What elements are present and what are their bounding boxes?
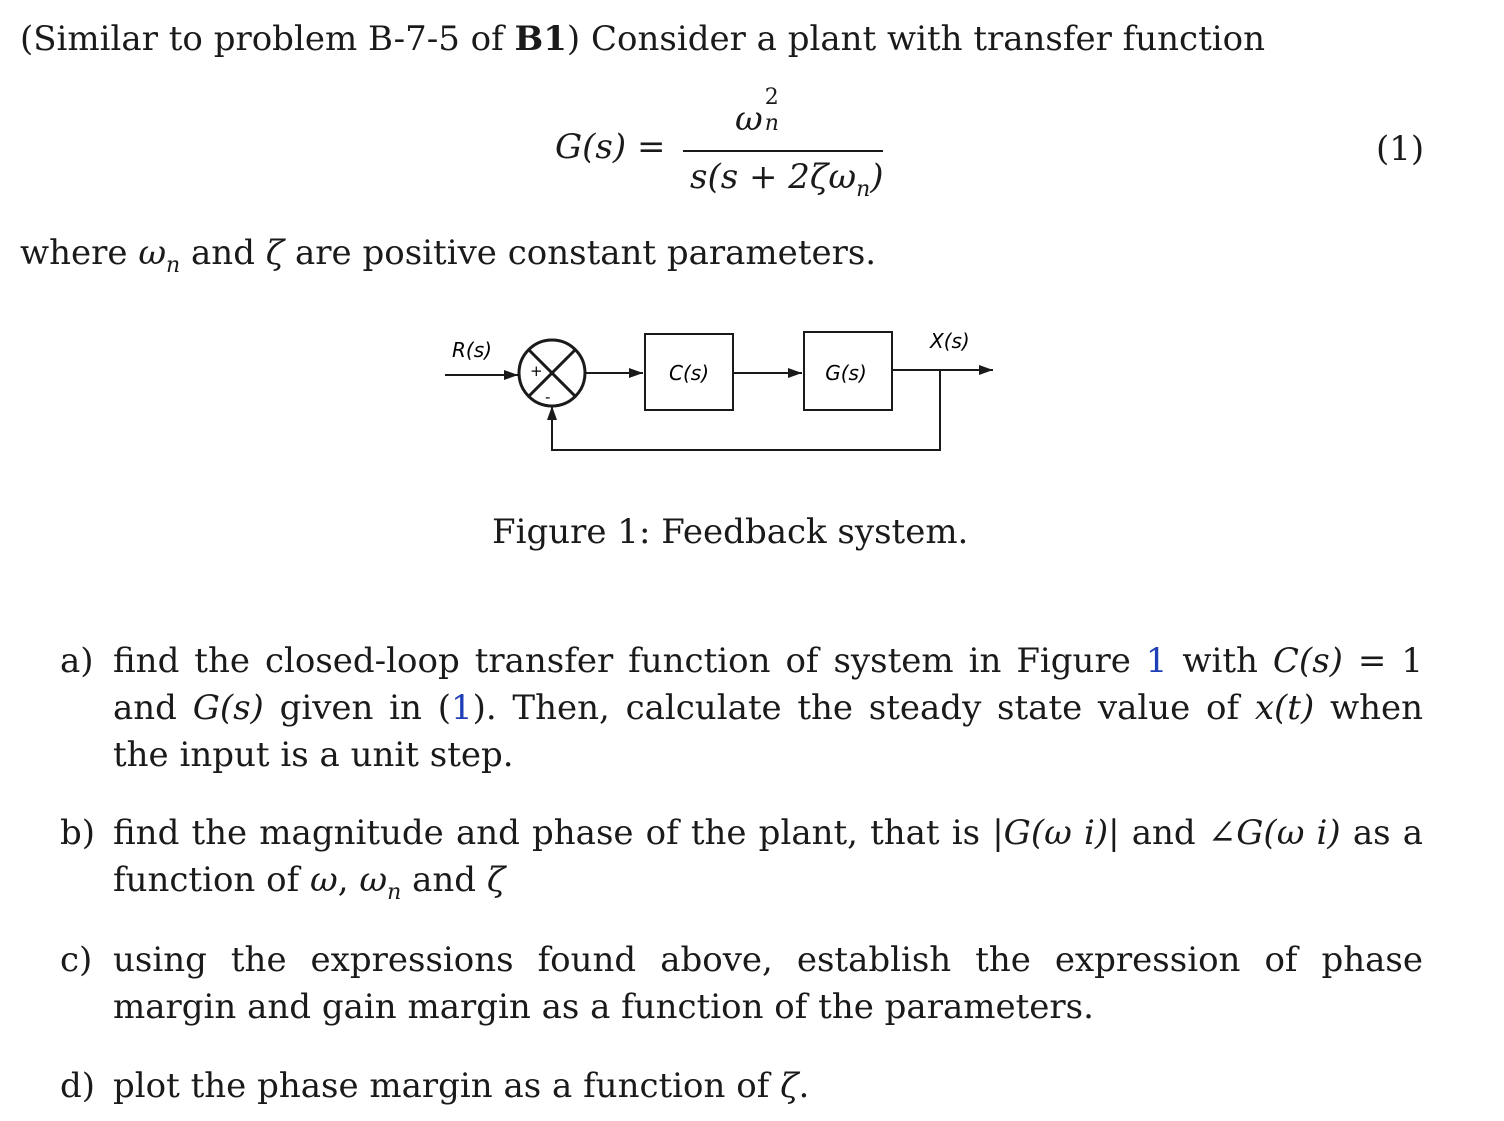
qb-t2: and xyxy=(1119,813,1208,853)
qb-t5: and xyxy=(401,860,487,900)
omega-subscript: n xyxy=(166,252,181,278)
denominator-text: s(s + 2ζω xyxy=(690,157,857,197)
fraction-bar xyxy=(683,150,883,152)
output-label: X(s) xyxy=(930,329,970,353)
qb-math2: ∠G(ω i) xyxy=(1207,813,1341,853)
plus-sign: + xyxy=(530,362,543,380)
plant-label: G(s) xyxy=(825,361,867,385)
equation-ref-link[interactable]: 1 xyxy=(450,688,473,728)
qb-math4: ω xyxy=(359,860,388,900)
qa-t2: with xyxy=(1167,641,1273,681)
equation-lhs: G(s) = xyxy=(555,127,666,167)
question-c-text: using the expressions found above, establish the expression of phase margin and gain margin as a function of the parameters. xyxy=(113,940,1423,1027)
numerator-omega: ω xyxy=(735,99,763,139)
question-a-text xyxy=(113,638,1423,779)
zeta-symbol: ζ xyxy=(265,233,285,273)
where-part1: where xyxy=(20,233,139,273)
numerator-superscript: 2 xyxy=(764,85,779,110)
qa-t6: when the input is a unit step. xyxy=(113,688,1423,775)
qa-t1: find the closed-loop transfer function of system in Figure xyxy=(113,641,1146,681)
input-label: R(s) xyxy=(452,338,492,362)
feedback-block-diagram xyxy=(440,320,1000,460)
summing-junction xyxy=(519,340,585,406)
where-part3: are positive constant parameters. xyxy=(284,233,877,273)
qb-t4: , xyxy=(337,860,360,900)
qb-t1: find the magnitude and phase of the plant, that is xyxy=(113,813,993,853)
qd-t2: . xyxy=(798,1066,810,1106)
numerator-subscript: n xyxy=(764,111,779,136)
intro-open: (Similar to problem B-7-5 of xyxy=(20,19,515,59)
intro-rest: ) Consider a plant with transfer function xyxy=(566,19,1265,59)
qa-math1: C(s) xyxy=(1272,641,1343,681)
qa-t5: ). Then, calculate the steady state value of xyxy=(472,688,1255,728)
qa-t3: = 1 and xyxy=(113,641,1423,728)
qd-math1: ζ xyxy=(780,1066,799,1106)
minus-sign: - xyxy=(545,388,551,406)
equation-number: (1) xyxy=(1376,129,1425,169)
qb-math5: ζ xyxy=(486,860,506,900)
intro-sentence xyxy=(20,19,1265,59)
qb-math1: |G(ω i)| xyxy=(992,813,1120,853)
controller-label: C(s) xyxy=(669,361,709,385)
denominator-subscript: n xyxy=(856,176,871,202)
question-c-label: c) xyxy=(60,940,93,980)
question-d-text xyxy=(113,1063,1423,1110)
denominator-close: ) xyxy=(870,157,884,197)
question-d-label: d) xyxy=(60,1066,96,1106)
omega-symbol: ω xyxy=(138,233,167,273)
equation-numerator xyxy=(735,85,779,139)
question-a-label: a) xyxy=(60,641,94,681)
figure-ref-link[interactable]: 1 xyxy=(1145,641,1168,681)
qd-t1: plot the phase margin as a function of xyxy=(113,1066,781,1106)
qa-t4: given in ( xyxy=(263,688,451,728)
equation-denominator xyxy=(690,157,884,202)
qa-math2: G(s) xyxy=(192,688,264,728)
where-part2: and xyxy=(180,233,266,273)
qa-math3: x(t) xyxy=(1254,688,1315,728)
qb-sub4: n xyxy=(387,879,402,905)
reference-b1: B1 xyxy=(514,19,567,59)
qb-t3: as a function of xyxy=(113,813,1423,900)
question-b-text xyxy=(113,810,1423,916)
question-b-label: b) xyxy=(60,813,96,853)
qb-math3: ω xyxy=(310,860,338,900)
figure-caption: Figure 1: Feedback system. xyxy=(492,512,969,552)
where-sentence xyxy=(20,233,877,278)
